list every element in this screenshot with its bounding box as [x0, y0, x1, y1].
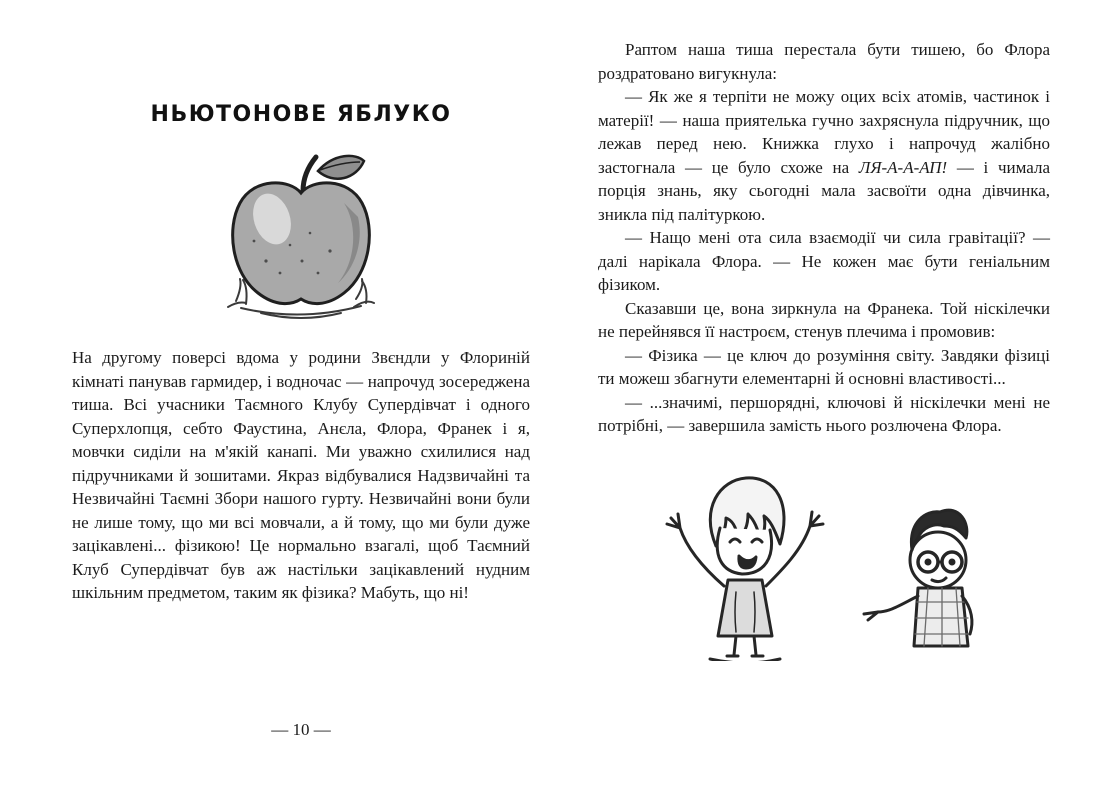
left-page: [72, 40, 530, 740]
apple-leaf: [318, 156, 364, 179]
right-paragraph-2: [598, 85, 1050, 226]
right-paragraph-4: Сказавши це, вона зиркнула на Франека. Той ніскілечки не перейнявся її настроєм, стенув плечима і промовив:: [598, 298, 1050, 341]
paragraph-text: — Як же я терпіти не можу оцих всіх атомів, частинок і матерії! — наша приятелька гучно захряснула підручник, що лежав перед нею. Книжка глухо і напрочуд жалібно застогнала — це було схоже на: [598, 87, 1050, 177]
apple-drawing: [206, 141, 396, 326]
right-paragraph-3: — Нащо мені ота сила взаємодії чи сила гравітації? — далі нарікала Флора. — Не кожен має бути геніальним фізиком.: [598, 228, 1050, 294]
apple-body: [233, 183, 370, 304]
children-illustration: [598, 466, 1050, 661]
paragraph-text: — і чимала порція знань, яку сьогодні мала засвоїти одна дівчинка, зникла під палітуркою.: [598, 157, 1050, 224]
girl-and-boy-drawing: [624, 466, 1024, 661]
sound-effect-text: ЛЯ-А-А-АП!: [858, 157, 948, 177]
page-number: — 10 —: [271, 720, 331, 739]
newton-apple-illustration: [72, 141, 530, 326]
right-paragraph-5: — Фізика — це ключ до розуміння світу. Завдяки фізиці ти можеш збагнути елементарні й основні властивості...: [598, 345, 1050, 388]
boy-figure: [864, 510, 972, 646]
right-page: [598, 38, 1050, 754]
right-paragraph-6: — ...значимі, першорядні, ключові й ніскілечки мені не потрібні, — завершила замість нього розлючена Флора.: [598, 392, 1050, 435]
girl-figure: [667, 477, 823, 660]
right-paragraph-1: Раптом наша тиша перестала бути тишею, бо Флора роздратовано вигукнула:: [598, 40, 1050, 83]
chapter-title: НЬЮТОНОВЕ ЯБЛУКО: [150, 102, 452, 127]
left-page-paragraph: На другому поверсі вдома у родини Звєндли у Флориній кімнаті панував гармидер, і водночас — напрочуд зосереджена тиша. Всі учасники Таємного Клубу Супердівчат і одного Суперхлопця, себто Фаустина, Анєла, Флора, Франек і я, мовчки сиділи на м'якій канапі. Ми уважно схилилися над підручниками й зошитами. Якраз відбувалися Надзвичайні та Незвичайні Таємні Збори нашого гурту. Незвичайні вони були не лише тому, що ми всі мовчали, а й тому, що ми були дуже зацікавлені... фізикою! Це нормально взагалі, щоб Таємний Клуб Супердівчат був аж настільки зацікавлений нудним шкільним предметом, таким як фізика? Мабуть, що ні!: [72, 348, 530, 602]
